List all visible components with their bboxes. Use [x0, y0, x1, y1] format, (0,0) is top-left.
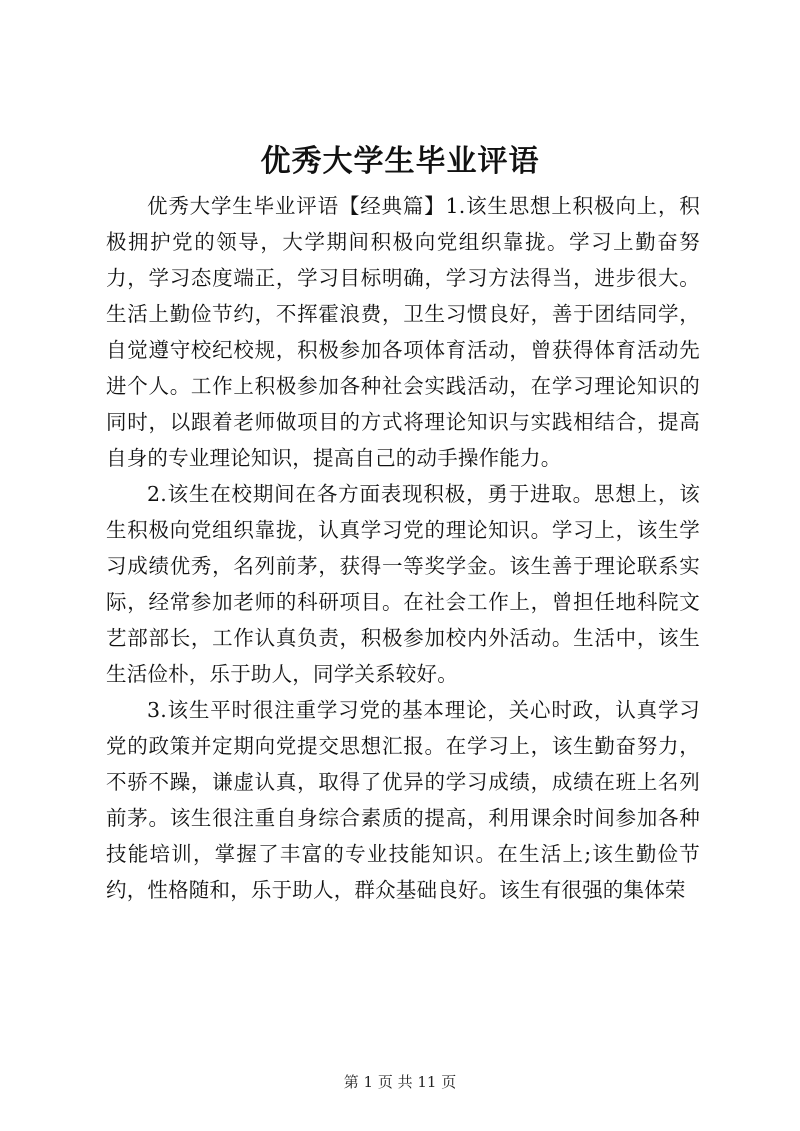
document-title: 优秀大学生毕业评语 [260, 144, 540, 179]
paragraph-2: 2.该生在校期间在各方面表现积极，勇于进取。思想上，该生积极向党组织靠拢，认真学习党的理论知识。学习上，该生学习成绩优秀，名列前茅，获得一等奖学金。该生善于理论联系实际，经常参加老师的科研项目。在社会工作上，曾担任地科院文艺部部长，工作认真负责，积极参加校内外活动。生活中，该生生活俭朴，乐于助人，同学关系较好。 [106, 482, 700, 686]
paragraph-3: 3.该生平时很注重学习党的基本理论，关心时政，认真学习党的政策并定期向党提交思想汇报。在学习上，该生勤奋努力，不骄不躁，谦虚认真，取得了优异的学习成绩，成绩在班上名列前茅。该生很注重自身综合素质的提高，利用课余时间参加各种技能培训，掌握了丰富的专业技能知识。在生活上;该生勤俭节约，性格随和，乐于助人，群众基础良好。该生有很强的集体荣 [106, 698, 700, 902]
paragraph-1: 优秀大学生毕业评语【经典篇】1.该生思想上积极向上，积极拥护党的领导，大学期间积极向党组织靠拢。学习上勤奋努力，学习态度端正，学习目标明确，学习方法得当，进步很大。生活上勤俭节约，不挥霍浪费，卫生习惯良好，善于团结同学，自觉遵守校纪校规，积极参加各项体育活动，曾获得体育活动先进个人。工作上积极参加各种社会实践活动，在学习理论知识的同时，以跟着老师做项目的方式将理论知识与实践相结合，提高自身的专业理论知识，提高自己的动手操作能力。 [106, 194, 700, 470]
page-number-footer: 第 1 页 共 11 页 [343, 1073, 457, 1091]
document-body [106, 188, 700, 908]
